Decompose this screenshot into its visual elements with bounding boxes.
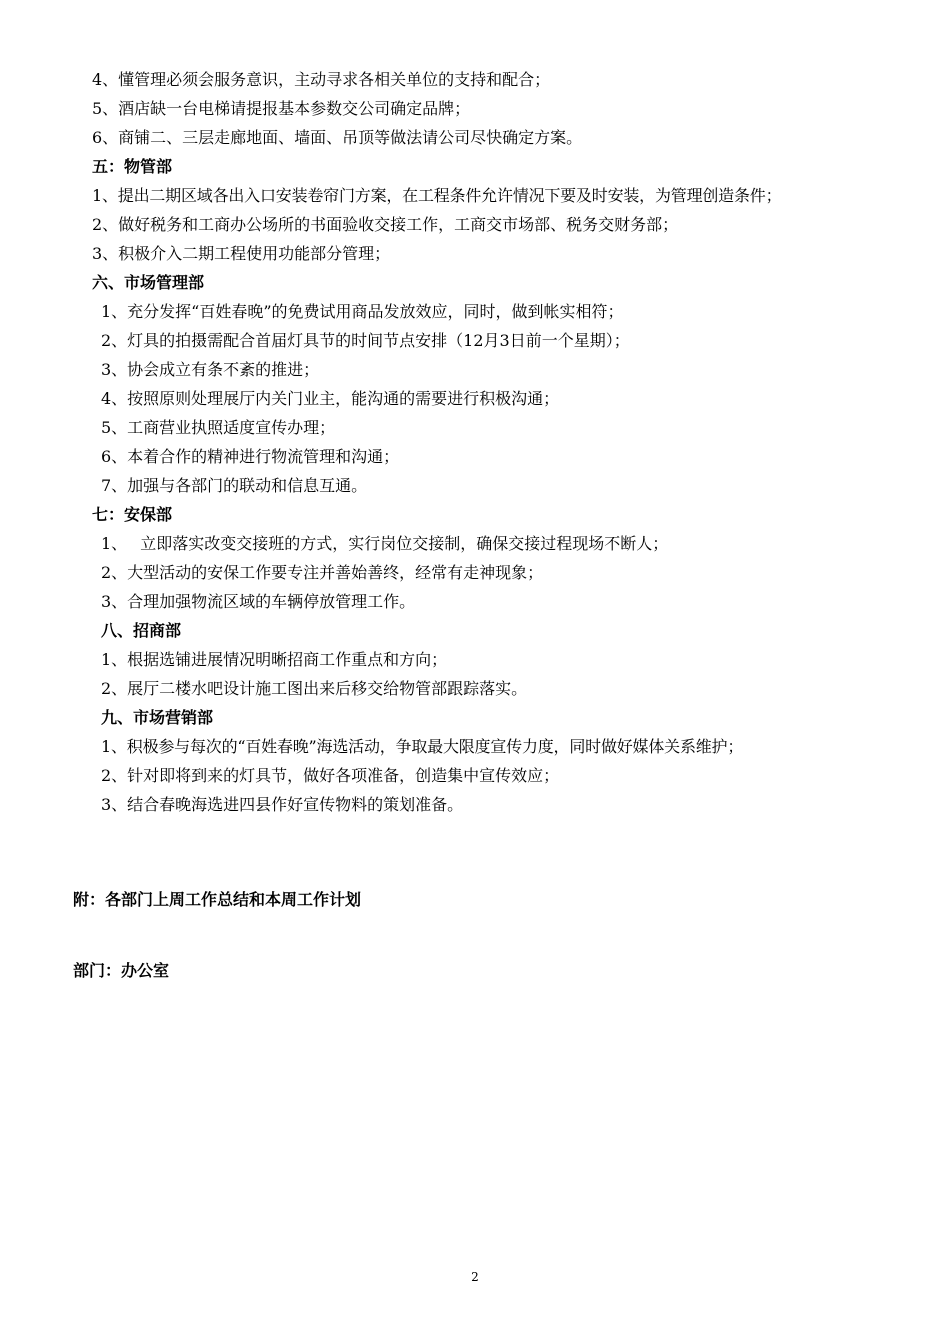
- list-item: 1、 立即落实改变交接班的方式，实行岗位交接制，确保交接过程现场不断人；: [101, 534, 669, 553]
- section-heading-marketing: 九、市场营销部: [101, 708, 214, 727]
- list-item: 3、结合春晚海选进四县作好宣传物料的策划准备。: [101, 795, 464, 814]
- list-item: 2、做好税务和工商办公场所的书面验收交接工作，工商交市场部、税务交财务部；: [92, 215, 679, 234]
- list-item: 1、充分发挥“百姓春晚”的免费试用商品发放效应，同时，做到帐实相符；: [101, 302, 624, 321]
- section-heading-property-management: 五：物管部: [92, 157, 173, 176]
- page-number: 2: [471, 1270, 479, 1284]
- list-item: 6、商铺二、三层走廊地面、墙面、吊顶等做法请公司尽快确定方案。: [92, 128, 583, 147]
- section-heading-security: 七：安保部: [92, 505, 173, 524]
- section-heading-leasing: 八、招商部: [101, 621, 182, 640]
- list-item: 1、提出二期区域各出入口安装卷帘门方案，在工程条件允许情况下要及时安装，为管理创造条件；: [92, 186, 782, 205]
- list-item: 1、积极参与每次的“百姓春晚”海选活动，争取最大限度宣传力度，同时做好媒体关系维护；: [101, 737, 744, 756]
- list-item: 4、按照原则处理展厅内关门业主，能沟通的需要进行积极沟通；: [101, 389, 560, 408]
- appendix-title: 附：各部门上周工作总结和本周工作计划: [73, 890, 362, 909]
- list-item: 2、大型活动的安保工作要专注并善始善终，经常有走神现象；: [101, 563, 544, 582]
- list-item: 6、本着合作的精神进行物流管理和沟通；: [101, 447, 400, 466]
- list-item: 4、懂管理必须会服务意识，主动寻求各相关单位的支持和配合；: [92, 70, 551, 89]
- list-item: 7、加强与各部门的联动和信息互通。: [101, 476, 368, 495]
- list-item: 2、灯具的拍摄需配合首届灯具节的时间节点安排（12月3日前一个星期）；: [101, 331, 630, 350]
- list-item: 3、协会成立有条不紊的推进；: [101, 360, 320, 379]
- list-item: 2、针对即将到来的灯具节，做好各项准备，创造集中宣传效应；: [101, 766, 560, 785]
- list-item: 3、积极介入二期工程使用功能部分管理；: [92, 244, 391, 263]
- list-item: 3、合理加强物流区域的车辆停放管理工作。: [101, 592, 416, 611]
- list-item: 1、根据选铺进展情况明晰招商工作重点和方向；: [101, 650, 448, 669]
- department-label: 部门：办公室: [73, 961, 170, 980]
- list-item: 5、酒店缺一台电梯请提报基本参数交公司确定品牌；: [92, 99, 471, 118]
- section-heading-market-management: 六、市场管理部: [92, 273, 205, 292]
- list-item: 2、展厅二楼水吧设计施工图出来后移交给物管部跟踪落实。: [101, 679, 528, 698]
- list-item: 5、工商营业执照适度宣传办理；: [101, 418, 336, 437]
